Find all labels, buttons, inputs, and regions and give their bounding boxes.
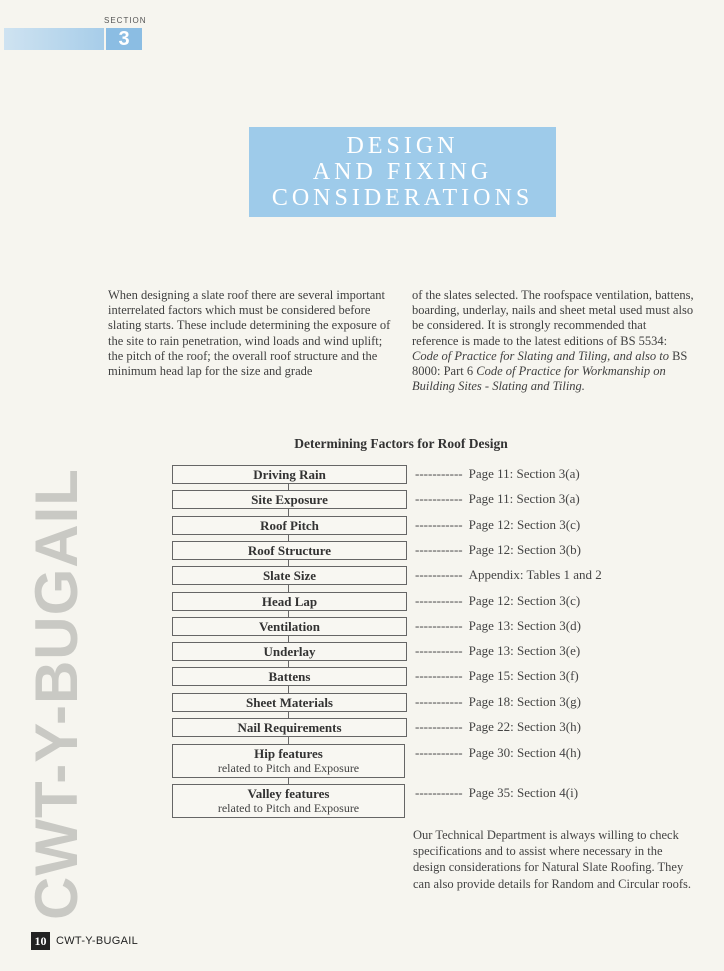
intro-left-column: When designing a slate roof there are several important interrelated factors which must be considered before slating starts. These include determining the exposure of the site to rain penetration, wind loads and wind uplift; the pitch of the roof; the overall roof structure and the minimum head lap for the size and grade	[108, 288, 391, 379]
factor-box	[172, 642, 407, 661]
section-label: SECTION	[104, 16, 147, 25]
factor-reference	[415, 542, 581, 558]
title-line: DESIGN	[346, 133, 459, 159]
leader-dashes: -----------	[415, 466, 463, 481]
factor-box	[172, 465, 407, 484]
leader-dashes: -----------	[415, 517, 463, 532]
factor-box	[172, 516, 407, 535]
intro-right-italic: Code of Practice for Workmanship on Building Sites - Slating and Tiling.	[412, 364, 666, 394]
leader-dashes: -----------	[415, 719, 463, 734]
factor-box	[172, 592, 407, 611]
reference-text: Page 22: Section 3(h)	[468, 719, 581, 734]
leader-dashes: -----------	[415, 491, 463, 506]
factor-label: Site Exposure	[251, 492, 328, 507]
factor-label: Nail Requirements	[237, 720, 342, 735]
leader-dashes: -----------	[415, 643, 463, 658]
title-line: AND FIXING	[312, 159, 493, 185]
reference-text: Page 15: Section 3(f)	[468, 668, 579, 683]
factor-label: Head Lap	[261, 594, 318, 609]
factor-box	[172, 667, 407, 686]
intro-right-text: BS 8000: Part 6	[412, 348, 688, 379]
factor-label: Valley features	[247, 786, 330, 801]
reference-text: Page 13: Section 3(d)	[468, 618, 581, 633]
title-line: CONSIDERATIONS	[271, 185, 534, 211]
factor-reference	[415, 466, 580, 482]
reference-text: Page 13: Section 3(e)	[468, 643, 581, 658]
factor-reference	[415, 618, 581, 634]
reference-text: Page 12: Section 3(b)	[468, 542, 581, 557]
leader-dashes: -----------	[415, 668, 463, 683]
leader-dashes: -----------	[415, 785, 463, 800]
factor-box	[172, 490, 407, 509]
factor-box	[172, 744, 405, 778]
factor-label: Ventilation	[259, 619, 320, 634]
factor-box	[172, 541, 407, 560]
leader-dashes: -----------	[415, 542, 463, 557]
factor-label: Sheet Materials	[245, 695, 333, 710]
factor-reference	[415, 593, 580, 609]
intro-right-text: of the slates selected. The roofspace ventilation, battens, boarding, underlay, nails and sheet metal used must also be considered. It is strongly recommended that reference is made to the latest editions of BS 5534:	[412, 288, 694, 348]
factor-reference	[415, 745, 581, 761]
factor-reference	[415, 719, 581, 735]
leader-dashes: -----------	[415, 567, 463, 582]
page-number: 10	[31, 932, 50, 950]
factor-reference	[415, 668, 579, 684]
factor-box	[172, 693, 407, 712]
factor-label: Battens	[268, 669, 311, 684]
factor-box	[172, 617, 407, 636]
factor-sublabel: related to Pitch and Exposure	[217, 801, 360, 815]
factors-title	[0, 436, 724, 452]
reference-text: Page 30: Section 4(h)	[468, 745, 581, 760]
reference-text: Page 11: Section 3(a)	[468, 466, 580, 481]
intro-right-italic: Code of Practice for Slating and Tiling, and also to	[412, 348, 669, 363]
title-box	[249, 127, 556, 217]
factor-label: Slate Size	[262, 568, 317, 583]
reference-text: Page 12: Section 3(c)	[468, 517, 581, 532]
reference-text: Page 35: Section 4(i)	[468, 785, 579, 800]
factor-box	[172, 718, 407, 737]
reference-text: Page 11: Section 3(a)	[468, 491, 580, 506]
section-number: 3	[106, 28, 142, 50]
side-brand: CWT-Y-BUGAIL	[23, 468, 90, 920]
factor-box	[172, 784, 405, 818]
intro-right-column	[412, 288, 694, 394]
footer-brand: CWT-Y-BUGAIL	[56, 935, 139, 947]
factor-box	[172, 566, 407, 585]
section-bar	[4, 28, 104, 50]
factor-reference	[415, 491, 580, 507]
factor-reference	[415, 643, 580, 659]
technical-note: Our Technical Department is always willing to check specifications and to assist where necessary in the design considerations for Natural Slate Roofing. They can also provide details for Random and Circular roofs.	[413, 828, 692, 891]
factor-label: Roof Structure	[247, 543, 332, 558]
factor-label: Underlay	[263, 644, 316, 659]
leader-dashes: -----------	[415, 745, 463, 760]
reference-text: Page 18: Section 3(g)	[468, 694, 581, 709]
reference-text: Page 12: Section 3(c)	[468, 593, 581, 608]
factor-label: Hip features	[254, 746, 323, 761]
factors-title-text: Determining Factors for Roof Design	[294, 436, 508, 451]
factor-reference	[415, 785, 578, 801]
factor-sublabel: related to Pitch and Exposure	[217, 761, 360, 775]
factor-label: Driving Rain	[253, 467, 326, 482]
leader-dashes: -----------	[415, 593, 463, 608]
factor-reference	[415, 517, 580, 533]
leader-dashes: -----------	[415, 694, 463, 709]
leader-dashes: -----------	[415, 618, 463, 633]
factor-reference	[415, 694, 581, 710]
factor-label: Roof Pitch	[260, 518, 319, 533]
factor-reference	[415, 567, 602, 583]
reference-text: Appendix: Tables 1 and 2	[468, 567, 602, 582]
